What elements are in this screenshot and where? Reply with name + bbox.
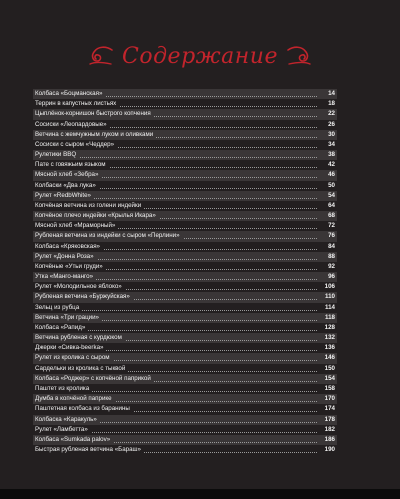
toc-entry-page-number: 106	[324, 283, 335, 291]
toc-entry-page-number: 186	[324, 435, 335, 443]
toc-entry-title: Сосиски «Леопардовые»	[35, 120, 110, 130]
toc-entry[interactable]	[33, 252, 337, 262]
toc-entry-page-number: 76	[328, 232, 335, 240]
toc-entry-title: Колбаска «Каракуль»	[35, 415, 100, 425]
toc-entry-page-number: 110	[325, 293, 335, 301]
toc-entry-page-number: 182	[324, 425, 335, 433]
toc-entry[interactable]	[33, 242, 337, 252]
toc-entry-page-number: 96	[328, 273, 335, 281]
toc-entry-page-number: 14	[328, 90, 335, 97]
toc-entry[interactable]	[33, 140, 337, 150]
toc-entry-page-number: 88	[328, 252, 335, 260]
toc-entry[interactable]	[33, 415, 337, 425]
toc-entry-title: Рубленая ветчина из индейки с сыром «Перлини»	[35, 231, 183, 241]
toc-entry-page-number: 136	[324, 344, 335, 352]
toc-entry-title: Рулет «RedbWhite»	[35, 191, 94, 201]
toc-entry[interactable]	[33, 130, 337, 140]
page-bottom-edge	[0, 489, 400, 499]
toc-entry-title: Рулет «Молодильное яблоко»	[35, 282, 125, 292]
toc-entry-title: Рулетики BBQ	[35, 150, 79, 160]
toc-entry[interactable]	[33, 364, 337, 374]
toc-entry-page-number: 132	[324, 334, 335, 342]
toc-entry-title: Сосиски с сыром «Чеддер»	[35, 140, 117, 150]
toc-entry-page-number: 92	[328, 262, 335, 270]
toc-entry[interactable]	[33, 170, 337, 180]
toc-entry-page-number: 64	[328, 201, 335, 209]
toc-entry[interactable]	[33, 353, 337, 363]
toc-entry-title: Джерки «Сивка-beerka»	[35, 343, 106, 353]
toc-entry-title: Паштетная колбаса из баранины	[35, 404, 133, 414]
toc-entry[interactable]	[33, 99, 337, 109]
toc-entry-page-number: 178	[324, 415, 335, 423]
toc-entry[interactable]	[33, 343, 337, 353]
toc-entry-page-number: 38	[328, 151, 335, 159]
toc-entry-title: Колбаски «Два лука»	[35, 181, 99, 191]
toc-entry-title: Рулет из кролика с сыром	[35, 353, 113, 363]
toc-entry[interactable]	[33, 120, 337, 130]
toc-entry[interactable]	[33, 404, 337, 414]
toc-entry-title: Ветчина с жемчужным луком и оливками	[35, 130, 156, 140]
heading-block	[0, 36, 400, 76]
toc-entry-page-number: 54	[328, 191, 335, 199]
toc-entry[interactable]	[33, 262, 337, 272]
toc-entry[interactable]	[33, 435, 337, 445]
toc-entry-title: Колбаса «Sumkada palov»	[35, 435, 113, 445]
toc-entry[interactable]	[33, 231, 337, 241]
toc-entry[interactable]	[33, 374, 337, 384]
toc-entry-title: Колбаса «Рапид»	[35, 323, 88, 333]
toc-entry-title: Паштет из кролика	[35, 384, 92, 394]
toc-entry-page-number: 22	[328, 110, 335, 118]
toc-entry-page-number: 46	[328, 171, 335, 179]
toc-entry[interactable]	[33, 272, 337, 282]
toc-entry[interactable]	[33, 425, 337, 435]
toc-entry-title: Быстрая рубленая ветчина «Бараш»	[35, 445, 144, 455]
toc-entry-title: Ветчина рубленая с курдюком	[35, 333, 125, 343]
table-of-contents	[33, 89, 337, 455]
toc-entry-page-number: 50	[328, 181, 335, 189]
page-title: Содержание	[122, 43, 278, 69]
toc-entry[interactable]	[33, 323, 337, 333]
toc-entry-page-number: 154	[324, 374, 335, 382]
toc-entry[interactable]	[33, 150, 337, 160]
toc-entry-title: Мясной хлеб «Мраморный»	[35, 221, 118, 231]
toc-entry-title: Рулет «Ламбетта»	[35, 425, 91, 435]
toc-entry-title: Рулет «Донна Роза»	[35, 252, 97, 262]
toc-entry[interactable]	[33, 445, 337, 455]
toc-entry[interactable]	[33, 221, 337, 231]
toc-entry[interactable]	[33, 384, 337, 394]
toc-entry-page-number: 18	[328, 100, 335, 108]
toc-entry[interactable]	[33, 89, 337, 99]
toc-entry[interactable]	[33, 191, 337, 201]
toc-entry-page-number: 150	[324, 364, 335, 372]
toc-entry-page-number: 68	[328, 212, 335, 220]
toc-entry-title: Зельц из рубца	[35, 303, 82, 313]
toc-entry[interactable]	[33, 201, 337, 211]
toc-entry-title: Утка «Манго-манго»	[35, 272, 96, 282]
toc-entry-page-number: 158	[324, 384, 335, 392]
toc-entry-page-number: 114	[325, 303, 335, 311]
toc-entry-title: Копчёная ветчина из голени индейки	[35, 201, 144, 211]
left-flourish-ornament	[84, 44, 114, 68]
toc-entry-page-number: 84	[328, 242, 335, 250]
toc-entry-title: Колбаса «Кряковская»	[35, 242, 103, 252]
right-flourish-ornament	[286, 44, 316, 68]
toc-entry-page-number: 128	[324, 323, 335, 331]
toc-entry-title: Цыплёнок-корнишон быстрого копчения	[35, 109, 154, 119]
toc-entry-title: Ветчина «Три грации»	[35, 313, 102, 323]
toc-entry-title: Думба в копчёной паприке	[35, 394, 115, 404]
toc-entry-page-number: 30	[328, 130, 335, 138]
toc-entry-page-number: 26	[328, 120, 335, 128]
toc-entry[interactable]	[33, 109, 337, 119]
toc-entry-page-number: 190	[324, 446, 335, 454]
toc-entry-title: Рубленая ветчина «Буржуйская»	[35, 292, 133, 302]
toc-entry-page-number: 174	[324, 405, 335, 413]
toc-entry-title: Мясной хлеб «Зебра»	[35, 170, 101, 180]
toc-entry-page-number: 118	[325, 313, 335, 321]
toc-entry[interactable]	[33, 211, 337, 221]
toc-entry-page-number: 170	[324, 395, 335, 403]
toc-entry-page-number: 34	[328, 140, 335, 148]
toc-entry[interactable]	[33, 333, 337, 343]
toc-entry-page-number: 72	[328, 222, 335, 230]
toc-entry[interactable]	[33, 160, 337, 170]
toc-entry-title: Сардельки из кролика с тыквой	[35, 364, 128, 374]
toc-entry[interactable]	[33, 292, 337, 302]
toc-entry-title: Террин в капустных листьях	[35, 99, 119, 109]
toc-entry[interactable]	[33, 313, 337, 323]
toc-entry[interactable]	[33, 181, 337, 191]
toc-entry-title: Пате с говяжьим языком	[35, 160, 109, 170]
toc-entry-title: Копчёные «Утьи груди»	[35, 262, 106, 272]
toc-entry[interactable]	[33, 303, 337, 313]
toc-entry-title: Колбаса «Боцманская»	[35, 89, 105, 99]
toc-entry-page-number: 146	[324, 354, 335, 362]
toc-entry-title: Колбаса «Роджер» с копчёной паприкой	[35, 374, 154, 384]
toc-entry-page-number: 42	[328, 161, 335, 169]
toc-entry[interactable]	[33, 282, 337, 292]
toc-entry-title: Копчёное плечо индейки «Крылья Икара»	[35, 211, 159, 221]
toc-entry[interactable]	[33, 394, 337, 404]
